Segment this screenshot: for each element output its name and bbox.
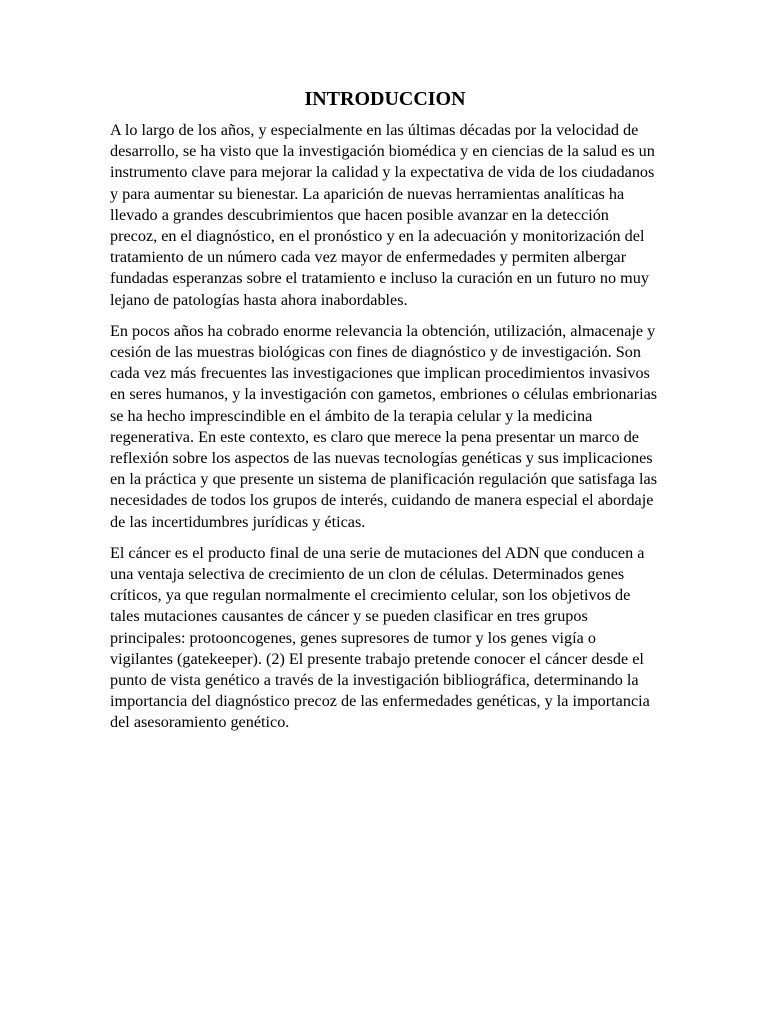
document-title: INTRODUCCION [304,88,466,110]
paragraph-2: En pocos años ha cobrado enorme relevancia la obtención, utilización, almacenaje y cesión de las muestras biológicas con fines de diagnóstico y de investigación. Son cada vez más frecuentes las investigaciones que implican procedimientos invasivos en seres humanos, y la investigación con gametos, embriones o células embrionarias se ha hecho imprescindible en el ámbito de la terapia celular y la medicina regenerativa. En este contexto, es claro que merece la pena presentar un marco de reflexión sobre los aspectos de las nuevas tecnologías genéticas y sus implicaciones en la práctica y que presente un sistema de planificación regulación que satisfaga las necesidades de todos los grupos de interés, cuidando de manera especial el abordaje de las incertidumbres jurídicas y éticas. [110,321,658,531]
paragraph-3: El cáncer es el producto final de una serie de mutaciones del ADN que conducen a una ventaja selectiva de crecimiento de un clon de células. Determinados genes críticos, ya que regulan normalmente el crecimiento celular, son los objetivos de tales mutaciones causantes de cáncer y se pueden clasificar en tres grupos principales: protooncogenes, genes supresores de tumor y los genes vigía o vigilantes (gatekeeper). (2) El presente trabajo pretende conocer el cáncer desde el punto de vista genético a través de la investigación bibliográfica, determinando la importancia del diagnóstico precoz de las enfermedades genéticas, y la importancia del asesoramiento genético. [110,543,650,732]
paragraph-1: A lo largo de los años, y especialmente en las últimas décadas por la velocidad de desarrollo, se ha visto que la investigación biomédica y en ciencias de la salud es un instrumento clave para mejorar la calidad y la expectativa de vida de los ciudadanos y para aumentar su bienestar. La aparición de nuevas herramientas analíticas ha llevado a grandes descubrimientos que hacen posible avanzar en la detección precoz, en el diagnóstico, en el pronóstico y en la adecuación y monitorización del tratamiento de un número cada vez mayor de enfermedades y permiten albergar fundadas esperanzas sobre el tratamiento e incluso la curación en un futuro no muy lejano de patologías hasta ahora inabordables. [110,121,655,309]
document-body [110,86,660,744]
